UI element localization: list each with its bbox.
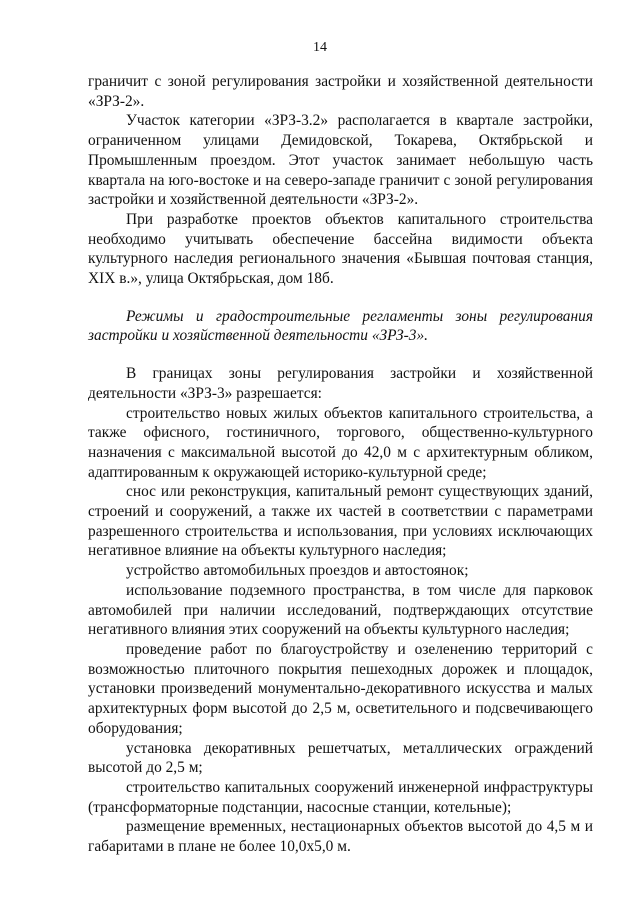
list-item-infrastructure: строительство капитальных сооружений инженерной инфраструктуры (трансформаторные подстанции, насосные станции, котельные); bbox=[88, 778, 593, 816]
section-heading: Режимы и градостроительные регламенты зоны регулирования застройки и хозяйственной деятельности «ЗРЗ-3». bbox=[88, 307, 593, 345]
document-body bbox=[88, 72, 593, 857]
paragraph-visibility: При разработке проектов объектов капитального строительства необходимо учитывать обеспечение бассейна видимости объекта культурного наследия регионального значения «Бывшая почтовая станция, XIX в.», улица Октябрьская, дом 18б. bbox=[88, 210, 593, 288]
list-item-new-construction: строительство новых жилых объектов капитального строительства, а также офисного, гостиничного, торгового, общественно-культурного назначения с максимальной высотой до 42,0 м с архитектурным обликом, адаптированным к окружающей историко-культурной среде; bbox=[88, 404, 593, 481]
list-item-temporary-objects: размещение временных, нестационарных объектов высотой до 4,5 м и габаритами в плане не более 10,0х5,0 м. bbox=[88, 818, 593, 856]
list-item-driveways: устройство автомобильных проездов и автостоянок; bbox=[126, 562, 469, 580]
paragraph-continuation: граничит с зоной регулирования застройки и хозяйственной деятельности «ЗРЗ-2». bbox=[88, 73, 593, 110]
list-item-underground: использование подземного пространства, в том числе для парковок автомобилей при наличии исследований, подтверждающих отсутствие негативного влияния этих сооружений на объекты культурного наследия; bbox=[88, 581, 593, 639]
list-item-landscaping: проведение работ по благоустройству и озеленению территорий с возможностью плиточного покрытия пешеходных дорожек и площадок, установки произведений монументально-декоративного искусства и малых архитектурных форм высотой до 2,5 м, осветительного и подсвечивающего оборудования; bbox=[88, 640, 593, 737]
page-number: 14 bbox=[313, 40, 327, 55]
paragraph-zrz-3-2: Участок категории «ЗРЗ-3.2» располагается в квартале застройки, ограниченном улицами Демидовской, Токарева, Октябрьской и Промышленным проездом. Этот участок занимает небольшую часть квартала на юго-востоке и на северо-западе граничит с зоной регулирования застройки и хозяйственной деятельности «ЗРЗ-2». bbox=[88, 112, 593, 209]
list-item-fencing: установка декоративных решетчатых, металлических ограждений высотой до 2,5 м; bbox=[88, 739, 593, 777]
list-item-demolition: снос или реконструкция, капитальный ремонт существующих зданий, строений и сооружений, а также их частей в соответствии с параметрами разрешенного строительства и использования, при условиях исключающих негативное влияние на объекты культурного наследия; bbox=[88, 483, 593, 560]
paragraph-intro: В границах зоны регулирования застройки и хозяйственной деятельности «ЗРЗ-3» разрешается: bbox=[88, 365, 593, 402]
